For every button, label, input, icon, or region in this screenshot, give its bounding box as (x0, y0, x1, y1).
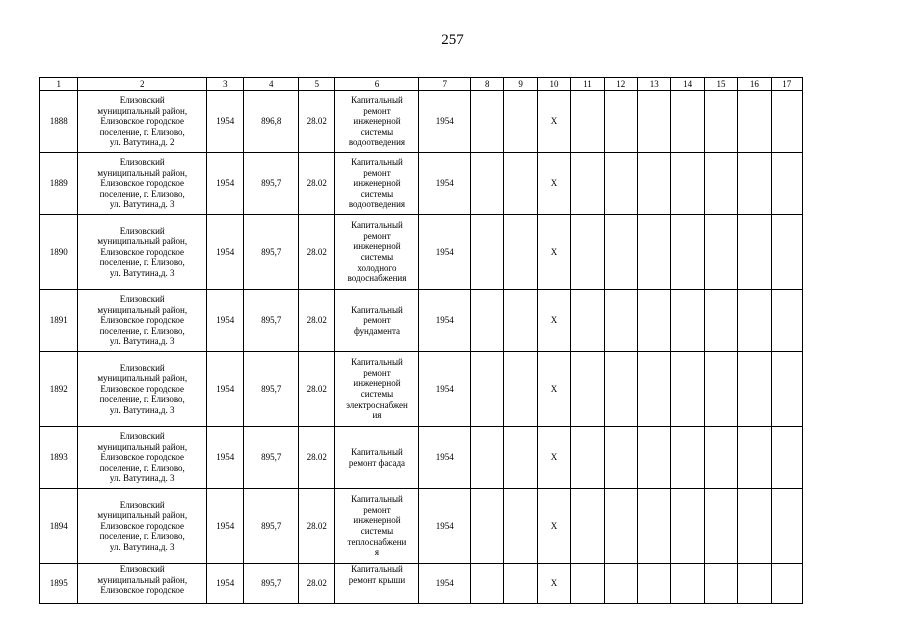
col12-cell (604, 290, 637, 352)
column-header: 9 (504, 78, 537, 91)
col9-cell (504, 352, 537, 427)
address-cell: Елизовский муниципальный район, Елизовское городское поселение, г. Елизово, ул. Ватутина,д. 3 (78, 489, 207, 564)
col8-cell (471, 352, 504, 427)
col12-cell (604, 564, 637, 604)
area-cell: 895,7 (244, 153, 299, 215)
work-type-cell: Капитальный ремонт фасада (335, 427, 419, 489)
col9-cell (504, 427, 537, 489)
col15-cell (704, 290, 737, 352)
code-cell: 28.02 (299, 91, 335, 153)
col15-cell (704, 153, 737, 215)
column-header: 17 (771, 78, 802, 91)
mark-cell: X (537, 427, 570, 489)
column-header: 1 (40, 78, 78, 91)
col9-cell (504, 215, 537, 290)
col11-cell (571, 489, 604, 564)
col13-cell (638, 215, 671, 290)
col15-cell (704, 489, 737, 564)
year-cell: 1954 (206, 489, 243, 564)
col16-cell (738, 153, 771, 215)
table-row (40, 564, 803, 604)
col16-cell (738, 564, 771, 604)
row-number: 1894 (40, 489, 78, 564)
year-cell: 1954 (206, 352, 243, 427)
col8-cell (471, 91, 504, 153)
planned-year-cell: 1954 (419, 153, 471, 215)
col17-cell (771, 564, 802, 604)
year-cell: 1954 (206, 153, 243, 215)
area-cell: 895,7 (244, 352, 299, 427)
column-number-header (40, 78, 803, 91)
row-number: 1892 (40, 352, 78, 427)
work-type-cell: Капитальный ремонт инженерной системы водоотведения (335, 153, 419, 215)
col15-cell (704, 427, 737, 489)
col8-cell (471, 290, 504, 352)
col8-cell (471, 564, 504, 604)
planned-year-cell: 1954 (419, 489, 471, 564)
table-row (40, 489, 803, 564)
col12-cell (604, 352, 637, 427)
row-number: 1888 (40, 91, 78, 153)
column-header: 5 (299, 78, 335, 91)
area-cell: 896,8 (244, 91, 299, 153)
col13-cell (638, 153, 671, 215)
column-header: 14 (671, 78, 704, 91)
row-number: 1889 (40, 153, 78, 215)
col17-cell (771, 427, 802, 489)
col17-cell (771, 153, 802, 215)
col9-cell (504, 290, 537, 352)
row-number: 1893 (40, 427, 78, 489)
work-type-cell: Капитальный ремонт инженерной системы электроснабжен ия (335, 352, 419, 427)
col17-cell (771, 290, 802, 352)
column-header: 8 (471, 78, 504, 91)
column-header: 7 (419, 78, 471, 91)
planned-year-cell: 1954 (419, 215, 471, 290)
col12-cell (604, 215, 637, 290)
col15-cell (704, 352, 737, 427)
col16-cell (738, 91, 771, 153)
col15-cell (704, 91, 737, 153)
col11-cell (571, 290, 604, 352)
address-cell: Елизовский муниципальный район, Елизовское городское поселение, г. Елизово, ул. Ватутина,д. 3 (78, 290, 207, 352)
work-type-cell: Капитальный ремонт крыши (335, 564, 419, 604)
area-cell: 895,7 (244, 215, 299, 290)
table-body (40, 78, 803, 604)
mark-cell: X (537, 290, 570, 352)
col14-cell (671, 427, 704, 489)
table-row (40, 91, 803, 153)
col14-cell (671, 352, 704, 427)
register-table (39, 77, 803, 604)
row-number: 1891 (40, 290, 78, 352)
column-header: 16 (738, 78, 771, 91)
col13-cell (638, 352, 671, 427)
col8-cell (471, 153, 504, 215)
col13-cell (638, 564, 671, 604)
col14-cell (671, 153, 704, 215)
table-row (40, 290, 803, 352)
col14-cell (671, 489, 704, 564)
table-row (40, 352, 803, 427)
planned-year-cell: 1954 (419, 352, 471, 427)
table-row (40, 153, 803, 215)
column-header: 3 (206, 78, 243, 91)
table-row (40, 427, 803, 489)
column-header: 13 (638, 78, 671, 91)
address-cell: Елизовский муниципальный район, Елизовское городское (78, 564, 207, 604)
col15-cell (704, 215, 737, 290)
row-number: 1890 (40, 215, 78, 290)
table-row (40, 215, 803, 290)
col14-cell (671, 290, 704, 352)
col17-cell (771, 91, 802, 153)
column-header: 6 (335, 78, 419, 91)
col11-cell (571, 352, 604, 427)
column-header: 2 (78, 78, 207, 91)
address-cell: Елизовский муниципальный район, Елизовское городское поселение, г. Елизово, ул. Ватутина,д. 3 (78, 427, 207, 489)
col14-cell (671, 564, 704, 604)
col12-cell (604, 427, 637, 489)
col11-cell (571, 91, 604, 153)
code-cell: 28.02 (299, 352, 335, 427)
row-number: 1895 (40, 564, 78, 604)
col12-cell (604, 153, 637, 215)
col13-cell (638, 427, 671, 489)
code-cell: 28.02 (299, 153, 335, 215)
address-cell: Елизовский муниципальный район, Елизовское городское поселение, г. Елизово, ул. Ватутина,д. 3 (78, 352, 207, 427)
col12-cell (604, 489, 637, 564)
col9-cell (504, 153, 537, 215)
col12-cell (604, 91, 637, 153)
col16-cell (738, 290, 771, 352)
year-cell: 1954 (206, 215, 243, 290)
planned-year-cell: 1954 (419, 91, 471, 153)
column-header: 15 (704, 78, 737, 91)
page-number: 257 (441, 32, 464, 48)
work-type-cell: Капитальный ремонт инженерной системы холодного водоснабжения (335, 215, 419, 290)
code-cell: 28.02 (299, 290, 335, 352)
year-cell: 1954 (206, 91, 243, 153)
col8-cell (471, 489, 504, 564)
col11-cell (571, 153, 604, 215)
col11-cell (571, 427, 604, 489)
col17-cell (771, 489, 802, 564)
code-cell: 28.02 (299, 489, 335, 564)
col16-cell (738, 352, 771, 427)
area-cell: 895,7 (244, 489, 299, 564)
area-cell: 895,7 (244, 290, 299, 352)
col11-cell (571, 564, 604, 604)
col8-cell (471, 427, 504, 489)
planned-year-cell: 1954 (419, 290, 471, 352)
address-cell: Елизовский муниципальный район, Елизовское городское поселение, г. Елизово, ул. Ватутина,д. 2 (78, 91, 207, 153)
area-cell: 895,7 (244, 564, 299, 604)
col13-cell (638, 489, 671, 564)
col11-cell (571, 215, 604, 290)
column-header: 12 (604, 78, 637, 91)
col16-cell (738, 489, 771, 564)
col13-cell (638, 91, 671, 153)
year-cell: 1954 (206, 290, 243, 352)
code-cell: 28.02 (299, 564, 335, 604)
mark-cell: X (537, 215, 570, 290)
col9-cell (504, 564, 537, 604)
col14-cell (671, 91, 704, 153)
year-cell: 1954 (206, 564, 243, 604)
mark-cell: X (537, 489, 570, 564)
col9-cell (504, 91, 537, 153)
planned-year-cell: 1954 (419, 427, 471, 489)
mark-cell: X (537, 564, 570, 604)
mark-cell: X (537, 352, 570, 427)
col15-cell (704, 564, 737, 604)
mark-cell: X (537, 91, 570, 153)
planned-year-cell: 1954 (419, 564, 471, 604)
address-cell: Елизовский муниципальный район, Елизовское городское поселение, г. Елизово, ул. Ватутина,д. 3 (78, 153, 207, 215)
work-type-cell: Капитальный ремонт фундамента (335, 290, 419, 352)
col17-cell (771, 215, 802, 290)
col13-cell (638, 290, 671, 352)
year-cell: 1954 (206, 427, 243, 489)
column-header: 11 (571, 78, 604, 91)
col17-cell (771, 352, 802, 427)
col16-cell (738, 427, 771, 489)
column-header: 10 (537, 78, 570, 91)
col14-cell (671, 215, 704, 290)
mark-cell: X (537, 153, 570, 215)
address-cell: Елизовский муниципальный район, Елизовское городское поселение, г. Елизово, ул. Ватутина,д. 3 (78, 215, 207, 290)
code-cell: 28.02 (299, 215, 335, 290)
work-type-cell: Капитальный ремонт инженерной системы водоотведения (335, 91, 419, 153)
column-header: 4 (244, 78, 299, 91)
col16-cell (738, 215, 771, 290)
col8-cell (471, 215, 504, 290)
code-cell: 28.02 (299, 427, 335, 489)
col9-cell (504, 489, 537, 564)
work-type-cell: Капитальный ремонт инженерной системы теплоснабжени я (335, 489, 419, 564)
area-cell: 895,7 (244, 427, 299, 489)
